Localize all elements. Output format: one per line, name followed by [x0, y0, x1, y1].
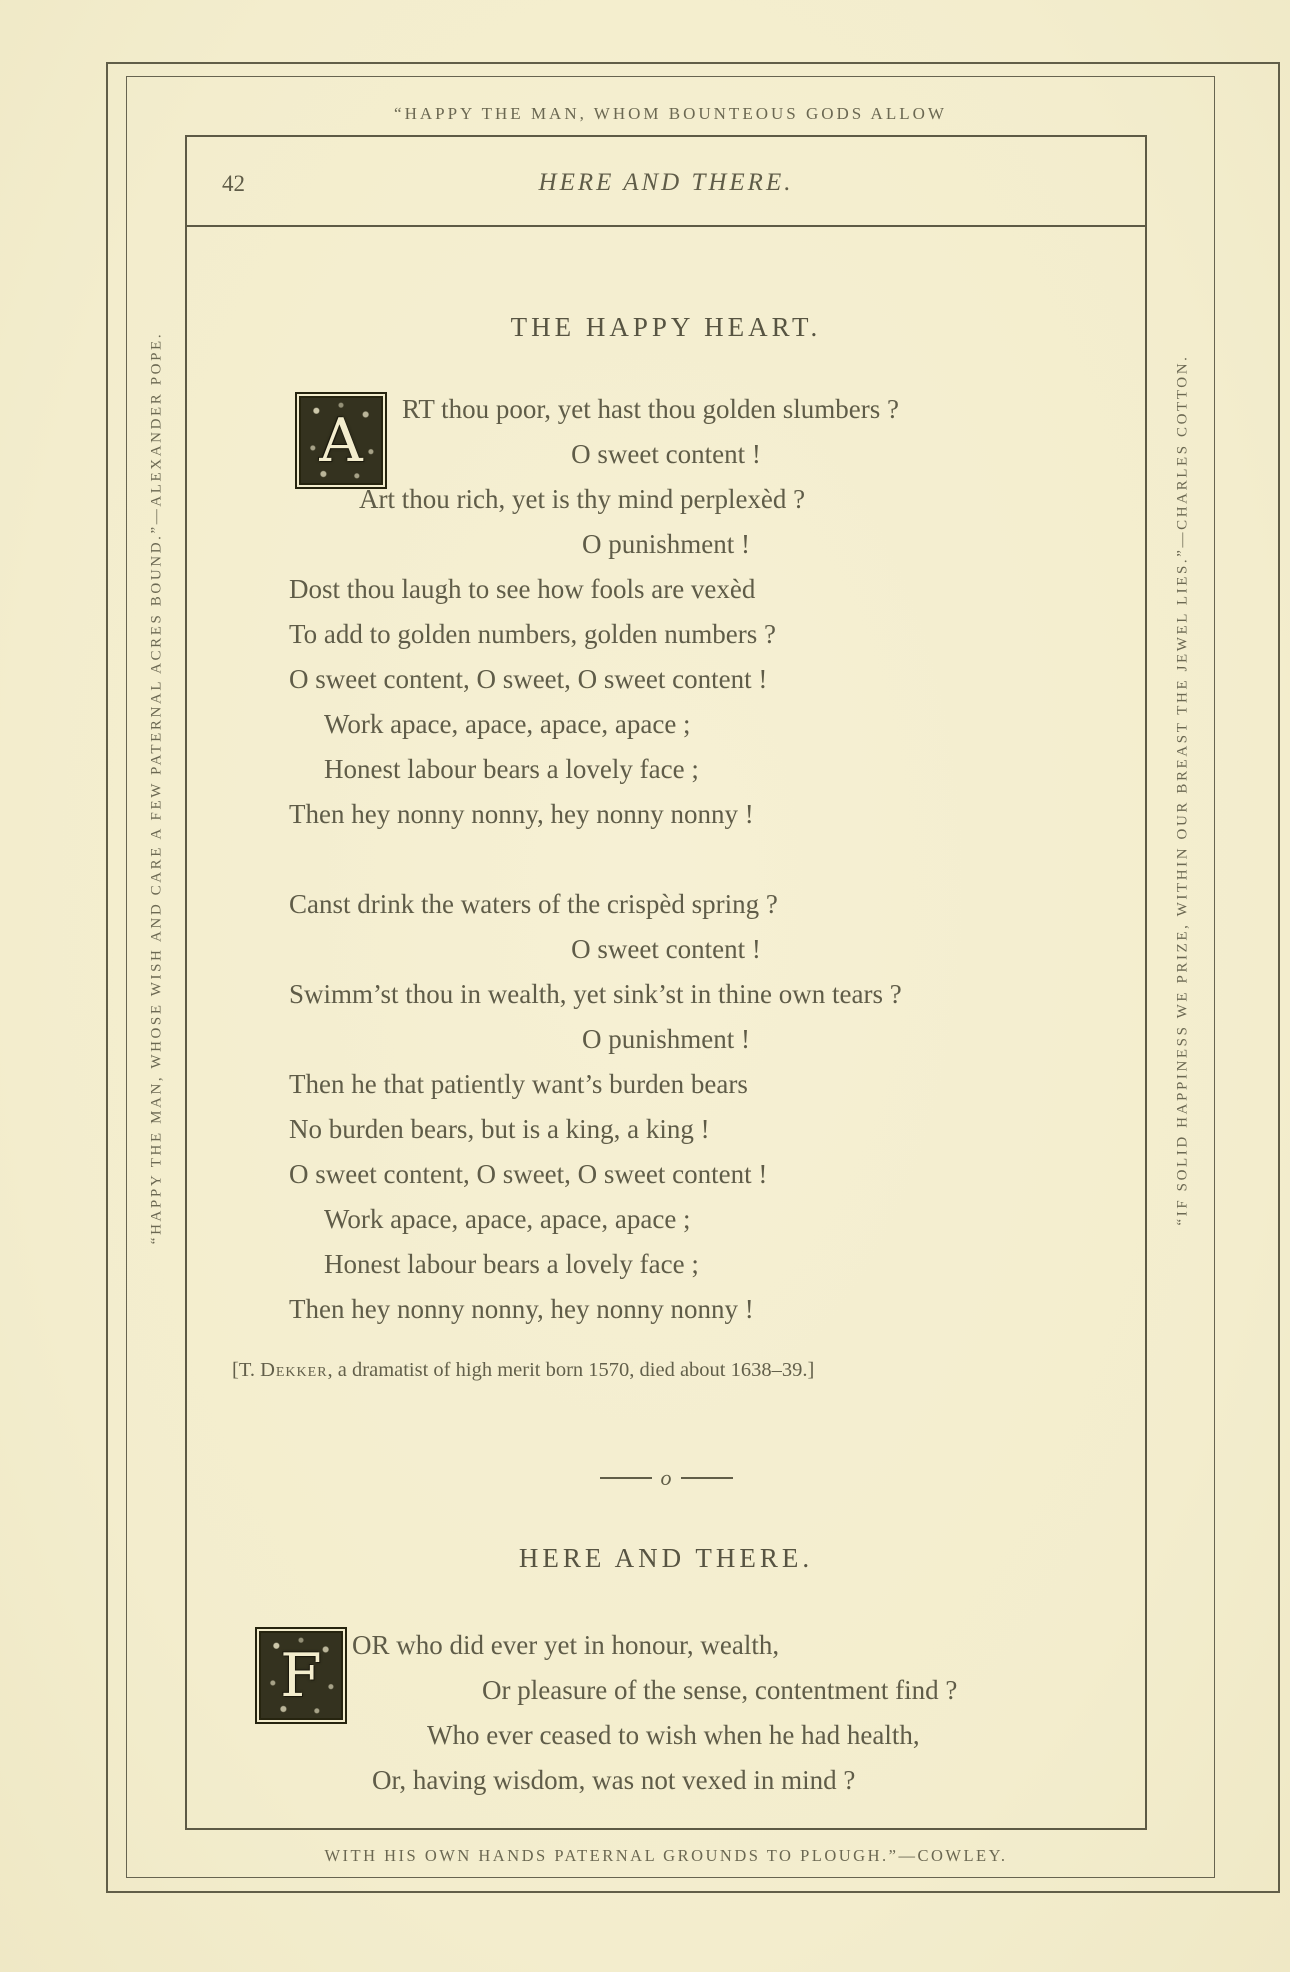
poem-line: Honest labour bears a lovely face ;	[324, 754, 699, 784]
stanza-2	[187, 882, 1145, 1332]
top-margin-quote: “HAPPY THE MAN, WHOM BOUNTEOUS GODS ALLOW	[394, 104, 947, 123]
poem-line: No burden bears, but is a king, a king !	[289, 1114, 710, 1144]
divider-dash-icon	[600, 1477, 652, 1479]
stanza-1	[187, 387, 1145, 837]
poem-line: Honest labour bears a lovely face ;	[324, 1249, 699, 1279]
poet-name: Dekker	[260, 1359, 328, 1381]
content-frame	[185, 135, 1147, 1830]
poem-line: O punishment !	[582, 529, 750, 559]
poem-line: OR who did ever yet in honour, wealth,	[352, 1630, 780, 1660]
poem-line: O sweet content, O sweet, O sweet content !	[289, 664, 768, 694]
left-margin-quote: “HAPPY THE MAN, WHOSE WISH AND CARE A FEW PATERNAL ACRES BOUND.”—ALEXANDER POPE.	[148, 331, 165, 1245]
poem-line: Then he that patiently want’s burden bears	[289, 1069, 748, 1099]
initial-letter: F	[280, 1640, 322, 1711]
poet-attribution	[232, 1359, 814, 1382]
poem-line: Then hey nonny nonny, hey nonny nonny !	[289, 799, 754, 829]
poem-line: O sweet content !	[571, 439, 761, 469]
poem-line: Canst drink the waters of the crispèd spring ?	[289, 889, 778, 919]
section-divider	[187, 1465, 1145, 1491]
poem-line: O sweet content !	[571, 934, 761, 964]
attribution-open: [T.	[232, 1359, 261, 1381]
running-title: HERE AND THERE.	[538, 169, 794, 196]
section-title: HERE AND THERE.	[518, 1543, 814, 1573]
bottom-margin-quote: WITH HIS OWN HANDS PATERNAL GROUNDS TO PLOUGH.”—COWLEY.	[324, 1846, 1008, 1865]
poem-line: Then hey nonny nonny, hey nonny nonny !	[289, 1294, 754, 1324]
poem-line: Work apace, apace, apace, apace ;	[324, 1204, 691, 1234]
poem-line: To add to golden numbers, golden numbers ?	[289, 619, 777, 649]
attribution-rest: , a dramatist of high merit born 1570, died about 1638–39.]	[327, 1359, 815, 1381]
page-header	[187, 137, 1145, 227]
poem-line: Or, having wisdom, was not vexed in mind ?	[372, 1765, 856, 1795]
poem-line: Swimm’st thou in wealth, yet sink’st in thine own tears ?	[289, 979, 902, 1009]
poem-line: Work apace, apace, apace, apace ;	[324, 709, 691, 739]
poem-line: Dost thou laugh to see how fools are vexèd	[289, 574, 756, 604]
poem-line: RT thou poor, yet hast thou golden slumbers ?	[402, 394, 899, 424]
poem-line: O sweet content, O sweet, O sweet content !	[289, 1159, 768, 1189]
divider-ornament: o	[660, 1465, 672, 1490]
initial-letter: A	[319, 405, 363, 476]
right-margin-quote: “IF SOLID HAPPINESS WE PRIZE, WITHIN OUR BREAST THE JEWEL LIES.”—CHARLES COTTON.	[1174, 354, 1191, 1226]
poem-line: Art thou rich, yet is thy mind perplexèd ?	[359, 484, 806, 514]
poem-title: THE HAPPY HEART.	[510, 312, 822, 342]
stanza-3	[187, 1623, 1145, 1803]
poem-line: Or pleasure of the sense, contentment find ?	[482, 1675, 958, 1705]
poem-line: Who ever ceased to wish when he had health,	[427, 1720, 920, 1750]
poem-line: O punishment !	[582, 1024, 750, 1054]
divider-dash-icon	[681, 1477, 733, 1479]
page-number: 42	[222, 171, 245, 196]
